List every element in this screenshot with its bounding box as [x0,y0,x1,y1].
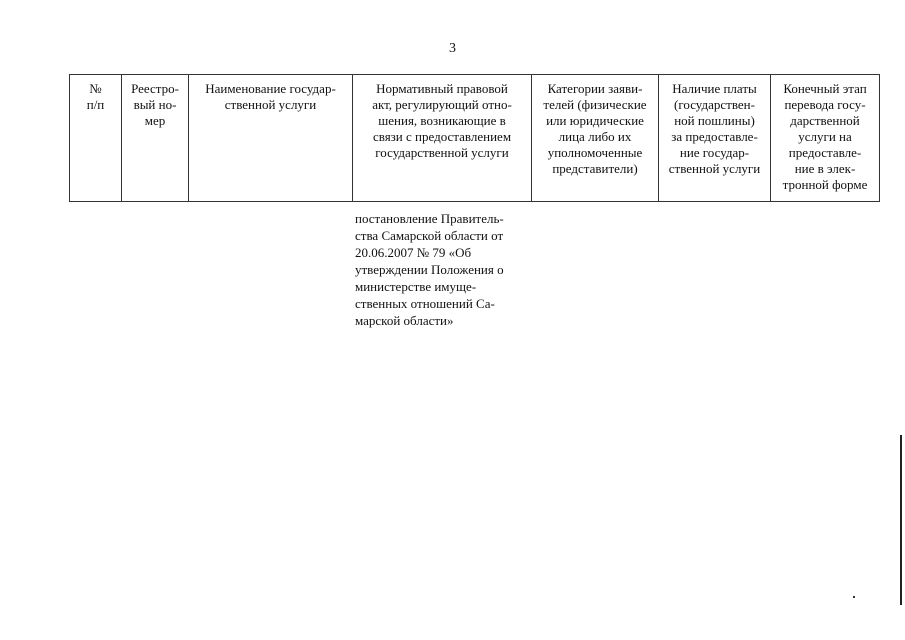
services-table-header [69,74,880,202]
table-header-row [70,75,880,202]
regulation-text: постановление Правитель- ства Самарской области от 20.06.2007 № 79 «Об утверждении Положения о министерстве имуще- ственных отношений Са- марской области» [355,211,504,328]
scan-speck [853,596,855,598]
header-fee: Наличие платы (государствен- ной пошлины) за предоставле- ние государ- ственной услуги [659,75,771,202]
page-number: 3 [449,41,456,56]
header-applicant-categories: Категории заяви- телей (физические или юридические лица либо их уполномоченные представители) [532,75,659,202]
header-regulation: Нормативный правовой акт, регулирующий отно- шения, возникающие в связи с предоставлением государственной услуги [353,75,532,202]
header-electronic-stage: Конечный этап перевода госу- дарственной услуги на предоставле- ние в элек- тронной форме [771,75,880,202]
scan-edge-line [900,435,902,605]
header-number: № п/п [70,75,122,202]
header-registry-number: Реестро- вый но- мер [122,75,189,202]
header-service-name: Наименование государ- ственной услуги [189,75,353,202]
